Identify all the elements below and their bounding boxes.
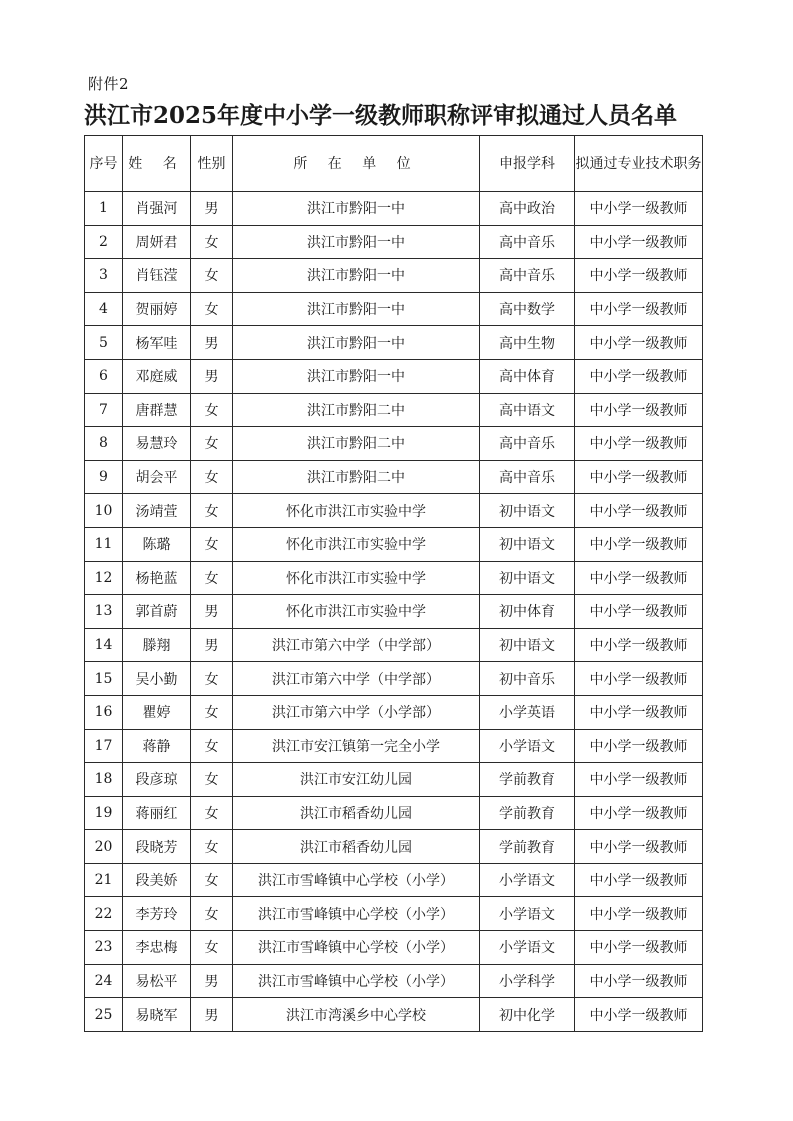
cell-unit: 洪江市黔阳一中	[233, 192, 480, 226]
cell-subject: 学前教育	[480, 796, 575, 830]
cell-gender: 女	[191, 931, 233, 965]
cell-name: 肖强河	[123, 192, 191, 226]
cell-subject: 初中语文	[480, 561, 575, 595]
table-row	[85, 527, 703, 561]
cell-gender: 男	[191, 326, 233, 360]
cell-title: 中小学一级教师	[575, 225, 703, 259]
cell-unit: 怀化市洪江市实验中学	[233, 561, 480, 595]
cell-subject: 高中语文	[480, 393, 575, 427]
cell-gender: 女	[191, 225, 233, 259]
cell-index: 8	[85, 427, 123, 461]
cell-name: 段晓芳	[123, 830, 191, 864]
cell-subject: 学前教育	[480, 763, 575, 797]
cell-unit: 洪江市黔阳一中	[233, 326, 480, 360]
table-row	[85, 393, 703, 427]
cell-gender: 女	[191, 695, 233, 729]
cell-subject: 高中音乐	[480, 460, 575, 494]
cell-index: 12	[85, 561, 123, 595]
header-unit: 所 在 单 位	[233, 136, 480, 192]
table-row	[85, 964, 703, 998]
cell-title: 中小学一级教师	[575, 662, 703, 696]
cell-gender: 男	[191, 998, 233, 1032]
cell-gender: 男	[191, 964, 233, 998]
cell-title: 中小学一级教师	[575, 359, 703, 393]
cell-unit: 洪江市黔阳一中	[233, 292, 480, 326]
cell-name: 李芳玲	[123, 897, 191, 931]
cell-name: 胡会平	[123, 460, 191, 494]
cell-index: 17	[85, 729, 123, 763]
table-row	[85, 595, 703, 629]
cell-index: 23	[85, 931, 123, 965]
cell-unit: 洪江市黔阳二中	[233, 427, 480, 461]
header-subject: 申报学科	[480, 136, 575, 192]
cell-subject: 小学语文	[480, 931, 575, 965]
cell-subject: 初中语文	[480, 628, 575, 662]
header-name: 姓 名	[123, 136, 191, 192]
table-row	[85, 192, 703, 226]
cell-title: 中小学一级教师	[575, 595, 703, 629]
cell-unit: 洪江市湾溪乡中心学校	[233, 998, 480, 1032]
cell-subject: 高中政治	[480, 192, 575, 226]
cell-subject: 初中化学	[480, 998, 575, 1032]
cell-gender: 女	[191, 427, 233, 461]
cell-index: 5	[85, 326, 123, 360]
table-row	[85, 628, 703, 662]
cell-index: 3	[85, 259, 123, 293]
cell-name: 邓庭威	[123, 359, 191, 393]
attachment-label: 附件2	[88, 75, 130, 93]
cell-subject: 小学语文	[480, 729, 575, 763]
table-row	[85, 695, 703, 729]
cell-index: 13	[85, 595, 123, 629]
cell-title: 中小学一级教师	[575, 460, 703, 494]
cell-title: 中小学一级教师	[575, 192, 703, 226]
cell-gender: 女	[191, 259, 233, 293]
cell-gender: 女	[191, 662, 233, 696]
cell-index: 11	[85, 527, 123, 561]
table-row	[85, 729, 703, 763]
cell-unit: 怀化市洪江市实验中学	[233, 494, 480, 528]
cell-unit: 洪江市雪峰镇中心学校（小学）	[233, 931, 480, 965]
cell-subject: 高中体育	[480, 359, 575, 393]
cell-title: 中小学一级教师	[575, 292, 703, 326]
cell-title: 中小学一级教师	[575, 393, 703, 427]
cell-gender: 男	[191, 595, 233, 629]
header-title: 拟通过专业技术职务	[575, 136, 703, 192]
cell-index: 7	[85, 393, 123, 427]
cell-name: 周妍君	[123, 225, 191, 259]
cell-index: 9	[85, 460, 123, 494]
table-row	[85, 292, 703, 326]
table-row	[85, 259, 703, 293]
cell-name: 贺丽婷	[123, 292, 191, 326]
cell-index: 20	[85, 830, 123, 864]
cell-title: 中小学一级教师	[575, 729, 703, 763]
cell-unit: 洪江市第六中学（小学部）	[233, 695, 480, 729]
cell-gender: 男	[191, 628, 233, 662]
cell-index: 22	[85, 897, 123, 931]
cell-gender: 女	[191, 729, 233, 763]
cell-gender: 男	[191, 192, 233, 226]
cell-subject: 小学科学	[480, 964, 575, 998]
table-row	[85, 326, 703, 360]
cell-title: 中小学一级教师	[575, 998, 703, 1032]
cell-unit: 洪江市黔阳一中	[233, 225, 480, 259]
teacher-list-table	[84, 135, 703, 1032]
table-row	[85, 796, 703, 830]
cell-gender: 女	[191, 460, 233, 494]
cell-subject: 学前教育	[480, 830, 575, 864]
cell-unit: 洪江市稻香幼儿园	[233, 830, 480, 864]
cell-index: 1	[85, 192, 123, 226]
cell-gender: 女	[191, 796, 233, 830]
cell-title: 中小学一级教师	[575, 897, 703, 931]
cell-unit: 洪江市安江幼儿园	[233, 763, 480, 797]
table-row	[85, 225, 703, 259]
cell-subject: 高中音乐	[480, 427, 575, 461]
cell-title: 中小学一级教师	[575, 796, 703, 830]
page-title: 洪江市2025年度中小学一级教师职称评审拟通过人员名单	[84, 102, 678, 129]
cell-title: 中小学一级教师	[575, 931, 703, 965]
table-row	[85, 460, 703, 494]
cell-unit: 洪江市雪峰镇中心学校（小学）	[233, 964, 480, 998]
table-row	[85, 897, 703, 931]
cell-gender: 女	[191, 292, 233, 326]
cell-title: 中小学一级教师	[575, 628, 703, 662]
cell-name: 郭首蔚	[123, 595, 191, 629]
cell-title: 中小学一级教师	[575, 494, 703, 528]
cell-name: 汤靖萱	[123, 494, 191, 528]
cell-name: 李忠梅	[123, 931, 191, 965]
cell-name: 易晓军	[123, 998, 191, 1032]
cell-name: 滕翔	[123, 628, 191, 662]
table-row	[85, 931, 703, 965]
cell-gender: 女	[191, 863, 233, 897]
table-body	[85, 192, 703, 1032]
table-row	[85, 561, 703, 595]
cell-name: 杨军哇	[123, 326, 191, 360]
cell-subject: 高中音乐	[480, 225, 575, 259]
cell-subject: 小学语文	[480, 863, 575, 897]
cell-subject: 初中体育	[480, 595, 575, 629]
cell-unit: 洪江市第六中学（中学部）	[233, 628, 480, 662]
table-row	[85, 763, 703, 797]
cell-title: 中小学一级教师	[575, 561, 703, 595]
cell-unit: 洪江市黔阳二中	[233, 460, 480, 494]
cell-gender: 女	[191, 830, 233, 864]
cell-subject: 小学语文	[480, 897, 575, 931]
cell-gender: 女	[191, 897, 233, 931]
table-row	[85, 359, 703, 393]
cell-unit: 洪江市黔阳一中	[233, 259, 480, 293]
cell-gender: 男	[191, 359, 233, 393]
cell-subject: 高中音乐	[480, 259, 575, 293]
cell-index: 16	[85, 695, 123, 729]
table-row	[85, 662, 703, 696]
cell-index: 25	[85, 998, 123, 1032]
cell-name: 陈璐	[123, 527, 191, 561]
cell-name: 杨艳蓝	[123, 561, 191, 595]
cell-index: 2	[85, 225, 123, 259]
cell-gender: 女	[191, 763, 233, 797]
table-row	[85, 494, 703, 528]
cell-subject: 初中语文	[480, 527, 575, 561]
cell-index: 4	[85, 292, 123, 326]
cell-title: 中小学一级教师	[575, 695, 703, 729]
cell-unit: 怀化市洪江市实验中学	[233, 595, 480, 629]
cell-index: 21	[85, 863, 123, 897]
cell-title: 中小学一级教师	[575, 527, 703, 561]
cell-index: 14	[85, 628, 123, 662]
cell-name: 易慧玲	[123, 427, 191, 461]
cell-index: 24	[85, 964, 123, 998]
cell-name: 唐群慧	[123, 393, 191, 427]
cell-unit: 洪江市雪峰镇中心学校（小学）	[233, 897, 480, 931]
cell-name: 吴小勤	[123, 662, 191, 696]
cell-unit: 洪江市第六中学（中学部）	[233, 662, 480, 696]
cell-name: 段美娇	[123, 863, 191, 897]
cell-name: 瞿婷	[123, 695, 191, 729]
cell-gender: 女	[191, 561, 233, 595]
table-row	[85, 863, 703, 897]
cell-title: 中小学一级教师	[575, 964, 703, 998]
table-row	[85, 998, 703, 1032]
cell-subject: 高中数学	[480, 292, 575, 326]
cell-index: 15	[85, 662, 123, 696]
cell-subject: 高中生物	[480, 326, 575, 360]
cell-index: 18	[85, 763, 123, 797]
cell-name: 肖钰滢	[123, 259, 191, 293]
cell-subject: 初中语文	[480, 494, 575, 528]
cell-unit: 洪江市黔阳二中	[233, 393, 480, 427]
cell-name: 段彦琼	[123, 763, 191, 797]
cell-unit: 洪江市安江镇第一完全小学	[233, 729, 480, 763]
cell-unit: 洪江市雪峰镇中心学校（小学）	[233, 863, 480, 897]
table-header-row	[85, 136, 703, 192]
cell-index: 10	[85, 494, 123, 528]
cell-unit: 怀化市洪江市实验中学	[233, 527, 480, 561]
cell-title: 中小学一级教师	[575, 830, 703, 864]
header-gender: 性别	[191, 136, 233, 192]
cell-title: 中小学一级教师	[575, 863, 703, 897]
cell-title: 中小学一级教师	[575, 763, 703, 797]
cell-gender: 女	[191, 393, 233, 427]
cell-name: 蒋静	[123, 729, 191, 763]
cell-title: 中小学一级教师	[575, 427, 703, 461]
table-row	[85, 427, 703, 461]
cell-name: 易松平	[123, 964, 191, 998]
cell-subject: 初中音乐	[480, 662, 575, 696]
cell-index: 6	[85, 359, 123, 393]
cell-title: 中小学一级教师	[575, 259, 703, 293]
cell-title: 中小学一级教师	[575, 326, 703, 360]
table-row	[85, 830, 703, 864]
cell-unit: 洪江市黔阳一中	[233, 359, 480, 393]
cell-gender: 女	[191, 494, 233, 528]
cell-unit: 洪江市稻香幼儿园	[233, 796, 480, 830]
header-index: 序号	[85, 136, 123, 192]
cell-index: 19	[85, 796, 123, 830]
cell-subject: 小学英语	[480, 695, 575, 729]
cell-name: 蒋丽红	[123, 796, 191, 830]
cell-gender: 女	[191, 527, 233, 561]
